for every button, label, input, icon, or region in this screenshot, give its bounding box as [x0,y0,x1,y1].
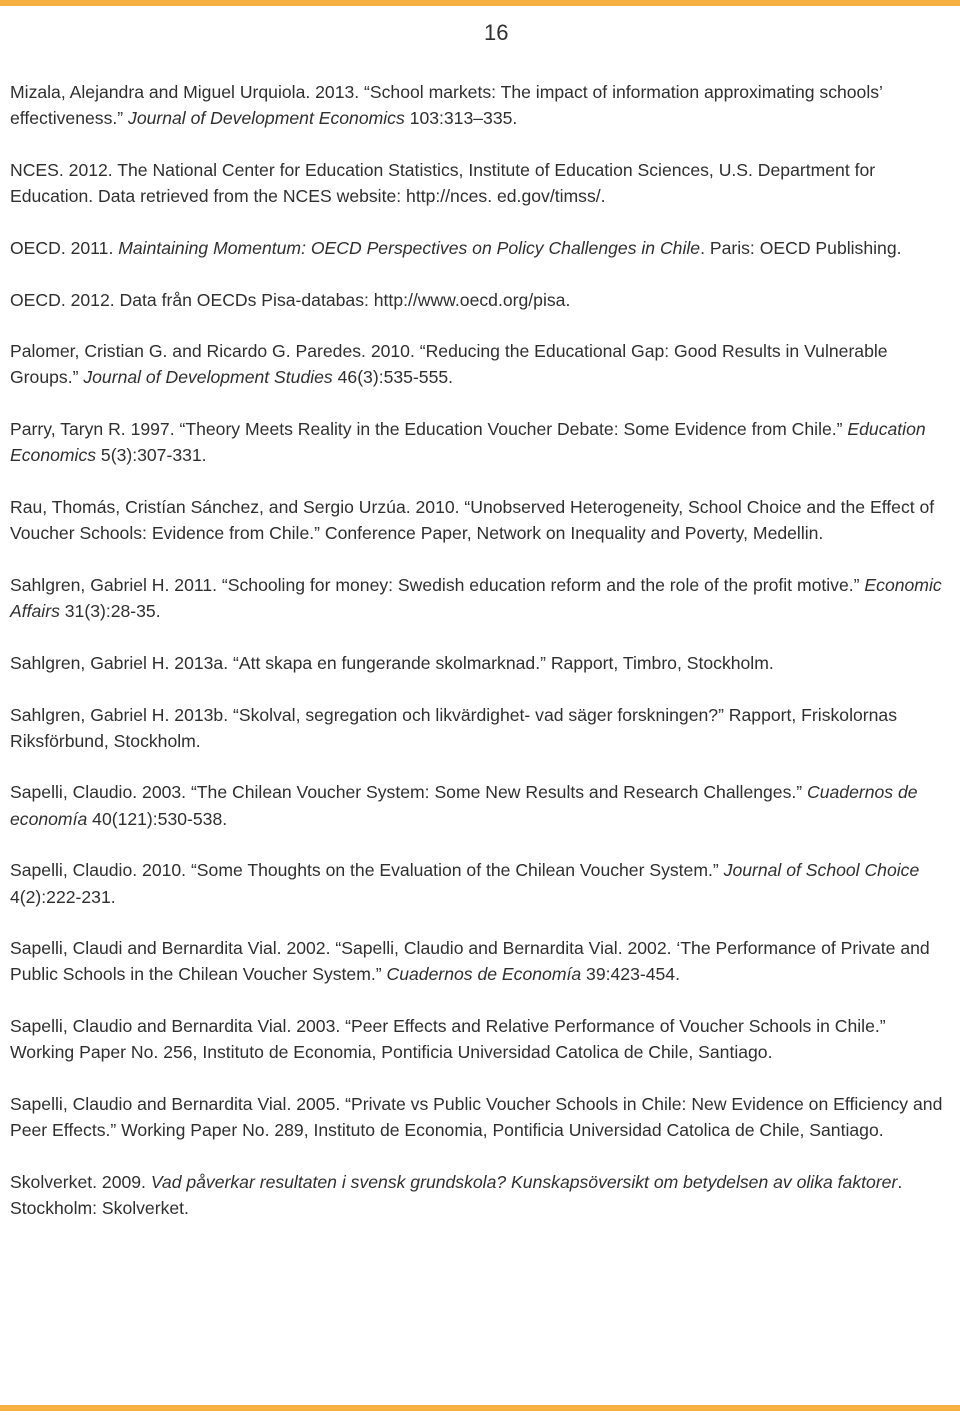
reference-text: 4(2):222-231. [10,886,116,907]
reference-text: 40(121):530-538. [87,808,228,829]
reference-entry [10,494,952,546]
reference-text: 46(3):535-555. [332,367,454,388]
reference-text: Palomer, Cristian G. and Ricardo G. Paredes. 2010. “Reducing the Educational Gap: Good Results in Vulnerable Groups.” [10,341,888,388]
top-orange-rule [0,0,960,6]
reference-title-italic: Economic Affairs [10,574,942,622]
reference-title-italic: Cuadernos de economía [10,782,918,829]
reference-text: Sahlgren, Gabriel H. 2011. “Schooling for money: Swedish education reform and the role of the profit motive.” [10,574,865,595]
reference-title-italic: Maintaining Momentum: OECD Perspectives on Policy Challenges in Chile [118,237,701,258]
reference-text: Sapelli, Claudio. 2003. “The Chilean Voucher System: Some New Results and Research Challenges.” [10,782,808,803]
reference-text: 31(3):28-35. [59,601,161,622]
reference-text: Skolverket. 2009. [10,1171,151,1192]
reference-text: Sapelli, Claudi and Bernardita Vial. 2002. “Sapelli, Claudio and Bernardita Vial. 2002. ‘The Performance of Private and Public Schools in the Chilean Voucher System.” [10,938,930,985]
reference-entry [10,1013,952,1065]
reference-text: Parry, Taryn R. 1997. “Theory Meets Reality in the Education Voucher Debate: Some Evidence from Chile.” [10,419,848,440]
reference-title-italic: Journal of School Choice [723,860,920,881]
reference-text: Sapelli, Claudio. 2010. “Some Thoughts on the Evaluation of the Chilean Voucher System.” [10,860,724,881]
bottom-orange-rule [0,1405,960,1411]
reference-text: 5(3):307-331. [96,445,207,466]
reference-text: Sahlgren, Gabriel H. 2013a. “Att skapa en fungerande skolmarknad.” Rapport, Timbro, Stockholm. [10,652,774,673]
reference-entry [10,1091,952,1143]
reference-entry [10,650,952,676]
reference-text: Sapelli, Claudio and Bernardita Vial. 2003. “Peer Effects and Relative Performance of Voucher Schools in Chile.” Working Paper No. 256, Instituto de Economia, Pontificia Universidad Catolica de Chile, Santiago. [10,1016,886,1063]
reference-title-italic: Vad påverkar resultaten i svensk grundskola? Kunskapsöversikt om betydelsen av olika faktorer [150,1171,898,1192]
reference-text: Rau, Thomás, Cristían Sánchez, and Sergio Urzúa. 2010. “Unobserved Heterogeneity, School Choice and the Effect of Voucher Schools: Evidence from Chile.” Conference Paper, Network on Inequality and Poverty, Medellin. [10,497,935,544]
reference-list [10,79,952,1247]
reference-entry [10,235,952,261]
reference-text: Sahlgren, Gabriel H. 2013b. “Skolval, segregation och likvärdighet- vad säger forskningen?” Rapport, Friskolornas Riksförbund, Stockholm. [10,704,897,751]
reference-title-italic: Journal of Development Economics [128,108,405,129]
reference-entry [10,935,952,987]
page-number: 16 [484,20,509,45]
reference-text: NCES. 2012. The National Center for Education Statistics, Institute of Education Sciences, U.S. Department for Education. Data retrieved from the NCES website: http://nces. ed.gov/timss/. [10,159,876,207]
reference-text: OECD. 2011. [10,237,119,258]
reference-entry [10,79,952,131]
reference-text: Sapelli, Claudio and Bernardita Vial. 2005. “Private vs Public Voucher Schools in Chile: New Evidence on Efficiency and Peer Effects.” Working Paper No. 289, Instituto de Economia, Pontificia Universidad Catolica de Chile, Santiago. [10,1094,943,1141]
reference-text: OECD. 2012. Data från OECDs Pisa-databas: http://www.oecd.org/pisa. [10,289,571,310]
reference-title-italic: Cuadernos de Economía [386,964,582,985]
reference-entry [10,702,952,754]
reference-entry [10,416,952,468]
reference-title-italic: Journal of Development Studies [83,367,333,388]
reference-text: . Stockholm: Skolverket. [10,1171,903,1219]
reference-text: 103:313–335. [404,108,518,129]
reference-entry [10,338,952,390]
reference-entry [10,779,952,831]
reference-text: Mizala, Alejandra and Miguel Urquiola. 2013. “School markets: The impact of information approximating schools’ effectiveness.” [10,82,883,129]
reference-entry [10,1169,952,1221]
reference-entry [10,857,952,909]
reference-entry [10,157,952,209]
reference-title-italic: Education Economics [10,419,926,466]
reference-text: 39:423-454. [581,964,680,985]
reference-text: . Paris: OECD Publishing. [700,237,902,258]
reference-entry [10,287,952,313]
reference-entry [10,572,952,624]
